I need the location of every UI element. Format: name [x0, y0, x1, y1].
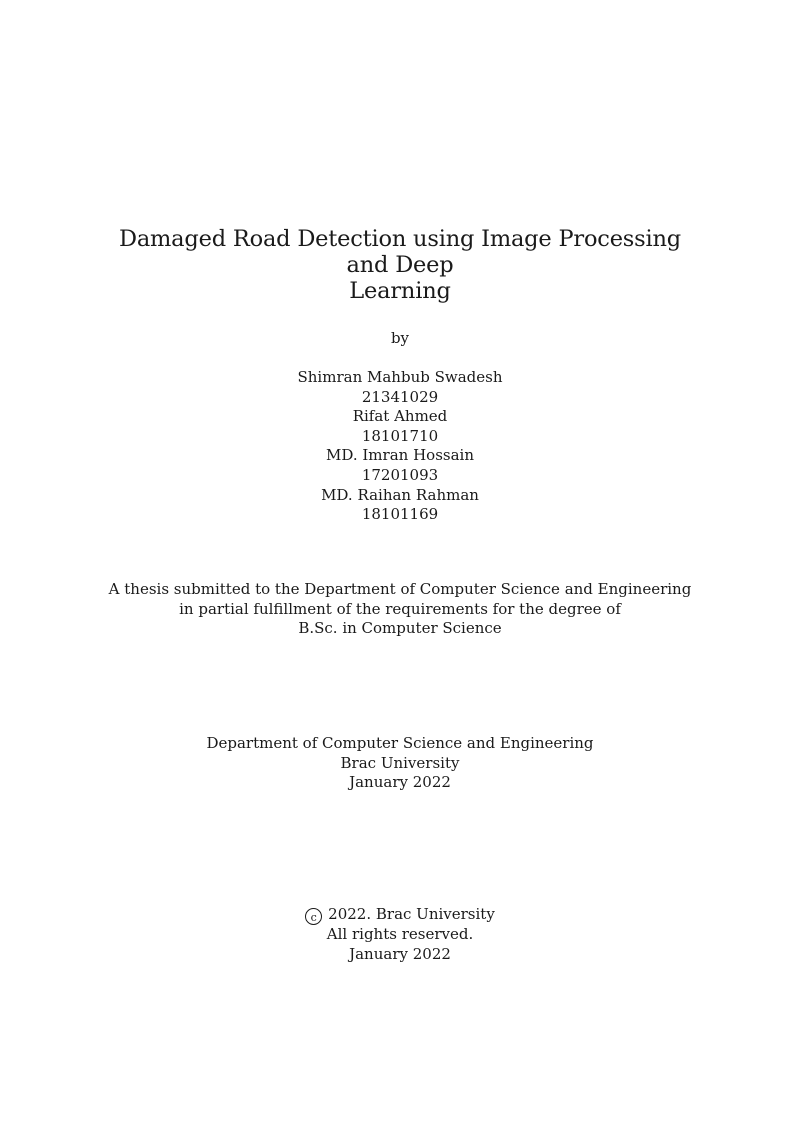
- title-line-1: Damaged Road Detection using Image Processing and Deep: [118, 226, 681, 278]
- submission-date: January 2022: [349, 773, 451, 792]
- author-name: Rifat Ahmed: [352, 407, 448, 426]
- copyright-block: [100, 905, 700, 964]
- author-list: [100, 368, 700, 525]
- copyright-text: 2022. Brac University: [328, 905, 495, 923]
- copyright-line-2: All rights reserved.: [326, 925, 474, 943]
- university-name: Brac University: [340, 753, 460, 772]
- author-id: 17201093: [361, 465, 439, 484]
- author-id: 18101169: [361, 505, 439, 524]
- thesis-statement: [60, 580, 740, 639]
- title-line-2: Learning: [349, 278, 451, 304]
- author-name: MD. Raihan Rahman: [321, 485, 479, 504]
- author-id: 21341029: [361, 387, 439, 406]
- copyright-date: January 2022: [349, 944, 451, 963]
- author-name: MD. Imran Hossain: [326, 446, 474, 465]
- department-name: Department of Computer Science and Engineering: [206, 734, 594, 752]
- author-id: 18101710: [361, 426, 439, 445]
- copyright-icon: c: [305, 908, 322, 925]
- institution-block: [100, 734, 700, 793]
- thesis-title: [100, 226, 700, 304]
- statement-line-3: B.Sc. in Computer Science: [298, 619, 502, 638]
- author-name: Shimran Mahbub Swadesh: [297, 368, 503, 386]
- statement-line-2: in partial fulfillment of the requirements for the degree of: [179, 599, 621, 618]
- copyright-line-1: [100, 905, 700, 925]
- statement-line-1: A thesis submitted to the Department of Computer Science and Engineering: [108, 580, 692, 598]
- by-label: by: [390, 329, 410, 347]
